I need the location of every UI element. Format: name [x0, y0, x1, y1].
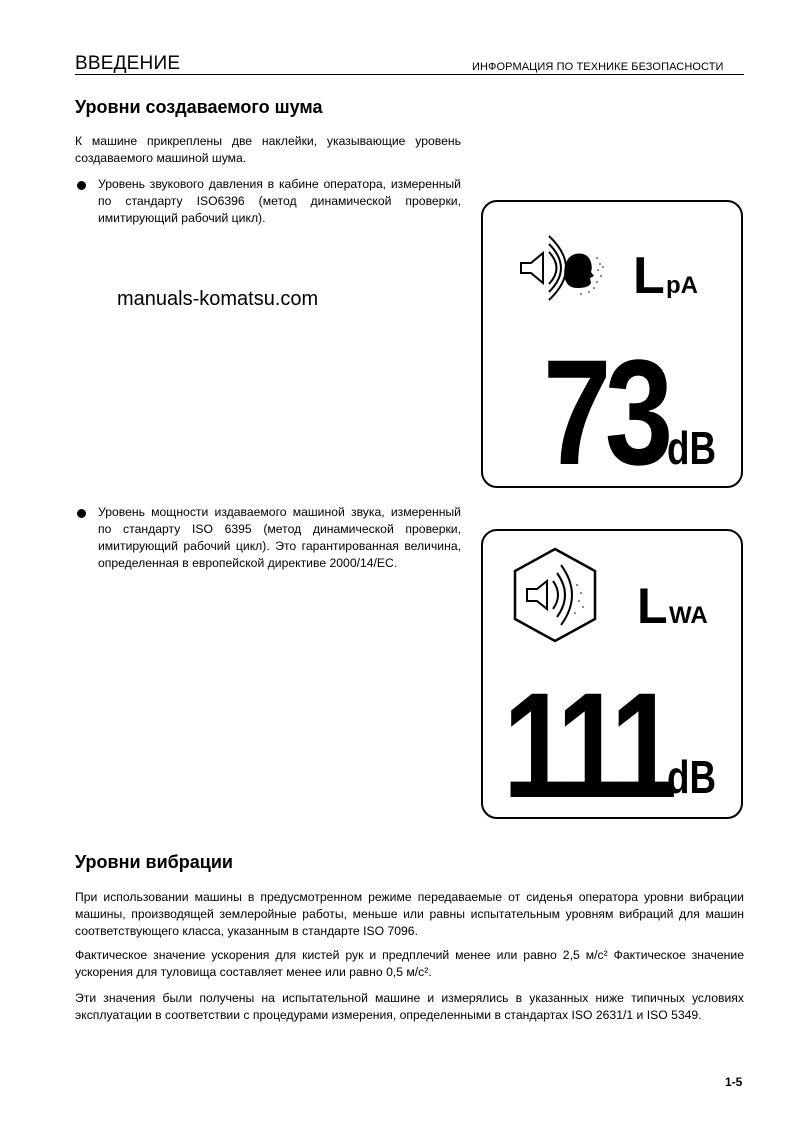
cabin-symbol-sub: pA — [666, 272, 698, 299]
noise-intro: К машине прикреплены две наклейки, указывающие уровень создаваемого машиной шума. — [75, 134, 461, 165]
vibration-paragraph-1: При использовании машины в предусмотренном режиме передаваемые от сиденья оператора уровни вибрации машины, производящей землеройные работы, меньше или равны испытательным уровням вибраций для машин соответствующего класса, указанным в стандарте ISO 7096. — [75, 890, 744, 938]
machine-noise-unit: dB — [667, 751, 717, 803]
bullet-dot-1 — [77, 181, 86, 190]
cabin-noise-unit: dB — [667, 422, 717, 474]
cabin-symbol-main: L — [633, 247, 665, 305]
vibration-paragraph-3: Эти значения были получены на испытательной машине и измерялись в указанных ниже типичных условиях эксплуатации в соответствии с процедурами измерения, определенными в стандартах ISO 2631/1 и ISO 5349. — [75, 991, 744, 1022]
machine-symbol-main: L — [637, 578, 668, 634]
noise-bullet-cabin: Уровень звукового давления в кабине оператора, измеренный по стандарту ISO6396 (метод динамической проверки, имитирующий рабочий цикл). — [98, 177, 461, 225]
noise-bullet-machine: Уровень мощности издаваемого машиной звука, измеренный по стандарту ISO 6395 (метод динамической проверки, имитирующий рабочий цикл). Это гарантированная величина, определенная в европейской директиве 2000/14/EC. — [98, 505, 461, 570]
machine-noise-value: 111 — [503, 661, 671, 817]
vibration-heading: Уровни вибрации — [75, 852, 233, 872]
machine-sound-icon — [515, 549, 595, 641]
bullet-dot-2 — [77, 509, 86, 518]
cabin-sound-icon — [521, 236, 604, 300]
page-number: 1-5 — [725, 1075, 743, 1089]
section-title: ВВЕДЕНИЕ — [75, 53, 181, 74]
header-divider — [75, 74, 744, 75]
vibration-paragraph-2: Фактическое значение ускорения для кистей рук и предплечий менее или равно 2,5 м/с² Фактическое значение ускорения для туловища составляет менее или равно 0,5 м/с². — [75, 948, 744, 979]
cabin-noise-label — [481, 200, 743, 488]
machine-symbol-sub: WA — [669, 602, 708, 629]
chapter-title: ИНФОРМАЦИЯ ПО ТЕХНИКЕ БЕЗОПАСНОСТИ — [472, 61, 724, 73]
machine-noise-label — [481, 529, 743, 819]
noise-heading: Уровни создаваемого шума — [75, 97, 323, 117]
watermark: manuals-komatsu.com — [117, 288, 319, 310]
cabin-noise-value: 73 — [543, 329, 667, 486]
